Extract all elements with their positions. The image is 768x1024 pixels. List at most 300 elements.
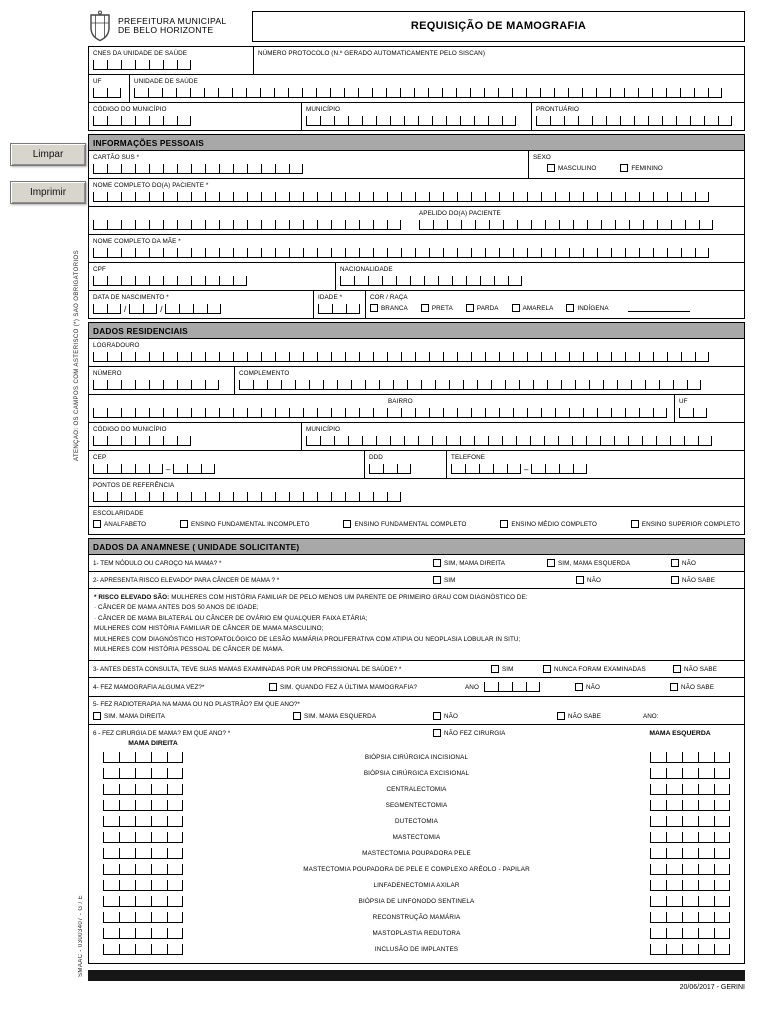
municipality-field xyxy=(301,103,531,130)
checkbox-box xyxy=(543,665,551,673)
birth-date-label: DATA DE NASCIMENTO * xyxy=(93,294,169,301)
right-breast-year-input[interactable] xyxy=(103,896,183,907)
cep-prefix-input[interactable] xyxy=(93,464,163,474)
sex-feminino-checkbox[interactable] xyxy=(620,164,663,172)
checkbox-label: PRETA xyxy=(431,304,453,312)
cpf-label: CPF xyxy=(93,266,106,273)
education-options xyxy=(93,520,740,528)
sus-card-label: CARTÃO SUS * xyxy=(93,154,140,161)
neighborhood-input[interactable] xyxy=(93,408,670,418)
surgery-row xyxy=(93,925,740,941)
checkbox-label: ANALFABETO xyxy=(104,520,147,528)
q3-nunca-examinadas-checkbox[interactable] xyxy=(543,665,673,673)
mother-name-label: NOME COMPLETO DA MÃE * xyxy=(93,238,181,245)
address-number-label: NÚMERO xyxy=(93,370,122,377)
procedure-label: BIÓPSIA DE LINFONODO SENTINELA xyxy=(358,897,475,905)
birth-month-input[interactable] xyxy=(129,304,157,314)
q5-nao-checkbox[interactable] xyxy=(433,712,557,720)
municipality-code-input[interactable] xyxy=(93,116,297,126)
surgery-row xyxy=(93,749,740,765)
nationality-label: NACIONALIDADE xyxy=(340,266,393,273)
checkbox-label: SIM, MAMA DIREITA xyxy=(444,559,506,567)
education-superior-completo-checkbox[interactable] xyxy=(631,520,740,528)
left-breast-year-input[interactable] xyxy=(650,864,730,875)
checkbox-box xyxy=(293,712,301,720)
medical-record-field xyxy=(531,103,744,130)
checkbox-box xyxy=(433,729,441,737)
address-number-input[interactable] xyxy=(93,380,230,390)
street-label: LOGRADOURO xyxy=(93,342,140,349)
left-breast-year-input[interactable] xyxy=(650,832,730,843)
patient-name-field xyxy=(89,179,744,206)
health-unit-label: UNIDADE DE SAÚDE xyxy=(134,78,198,85)
q5-sim-mama-direita-checkbox[interactable] xyxy=(93,712,293,720)
q1-sim-mama-direita-checkbox[interactable] xyxy=(433,559,547,567)
right-breast-column-header: MAMA DIREITA xyxy=(128,740,178,748)
street-field xyxy=(89,339,744,366)
question-5-block xyxy=(89,697,744,725)
question-1-row xyxy=(89,555,744,572)
checkbox-box xyxy=(433,576,441,584)
right-breast-year-input[interactable] xyxy=(103,944,183,955)
age-label: IDADE * xyxy=(318,294,343,301)
checkbox-box xyxy=(671,559,679,567)
checkbox-box xyxy=(370,304,378,312)
unit-uf-label: UF xyxy=(93,78,102,85)
surgery-table xyxy=(93,749,740,957)
print-button[interactable]: Imprimir xyxy=(10,181,86,204)
checkbox-label: INDÍGENA xyxy=(577,304,609,312)
surgery-row xyxy=(93,845,740,861)
question-6-block xyxy=(89,725,744,963)
res-municipality-code-input[interactable] xyxy=(93,436,297,446)
date-separator: / xyxy=(124,305,127,314)
surgery-row xyxy=(93,781,740,797)
left-breast-year-input[interactable] xyxy=(650,800,730,811)
birth-race-row xyxy=(89,291,744,318)
race-branca-checkbox[interactable] xyxy=(370,304,408,312)
health-unit-name-input[interactable] xyxy=(134,88,740,98)
checkbox-label: PARDA xyxy=(476,304,499,312)
unit-identification-section xyxy=(88,46,745,131)
cep-field xyxy=(89,451,364,478)
surgery-row xyxy=(93,941,740,957)
surgery-row xyxy=(93,877,740,893)
checkbox-label: FEMININO xyxy=(631,164,663,172)
sex-field xyxy=(528,151,744,178)
risk-line: MULHERES COM HISTÓRIA PESSOAL DE CÂNCER DE MAMA. xyxy=(94,645,285,653)
race-amarela-checkbox[interactable] xyxy=(512,304,554,312)
procedure-label: DUTECTOMIA xyxy=(394,817,438,825)
checkbox-box xyxy=(433,559,441,567)
question-2-label: 2- APRESENTA RISCO ELEVADO* PARA CÂNCER DE MAMA ? * xyxy=(93,576,280,584)
right-breast-year-input[interactable] xyxy=(103,816,183,827)
patient-nickname-input[interactable] xyxy=(419,220,740,230)
question-3-label: 3- ANTES DESTA CONSULTA, TEVE SUAS MAMAS EXAMINADAS POR UM PROFISSIONAL DE SAÚDE? * xyxy=(93,665,402,673)
surgery-row xyxy=(93,829,740,845)
protocol-label: NÚMERO PROTOCOLO (N.º GERADO AUTOMATICAMENTE PELO SISCAN) xyxy=(258,50,486,57)
checkbox-label: MASCULINO xyxy=(558,164,597,172)
question-4-row xyxy=(89,678,744,697)
checkbox-box xyxy=(670,683,678,691)
anamnese-section xyxy=(88,554,745,964)
left-breast-year-input[interactable] xyxy=(650,752,730,763)
checkbox-box xyxy=(557,712,565,720)
neighborhood-row xyxy=(89,395,744,423)
checkbox-box xyxy=(575,683,583,691)
complement-input[interactable] xyxy=(239,380,740,390)
cep-suffix-input[interactable] xyxy=(173,464,215,474)
checkbox-box xyxy=(93,520,101,528)
res-municipality-row xyxy=(89,423,744,451)
question-5-label: 5- FEZ RADIOTERAPIA NA MAMA OU NO PLASTRÃO? EM QUE ANO?* xyxy=(93,701,300,709)
q4-nao-sabe-checkbox[interactable] xyxy=(670,683,740,691)
unit-uf-input[interactable] xyxy=(93,88,125,98)
right-breast-year-input[interactable] xyxy=(103,832,183,843)
q3-sim-checkbox[interactable] xyxy=(491,665,543,673)
reference-row xyxy=(89,479,744,507)
cep-phone-row xyxy=(89,451,744,479)
risk-line: · CÂNCER DE MAMA ANTES DOS 50 ANOS DE IDADE; xyxy=(94,604,259,612)
race-label: COR / RAÇA xyxy=(370,294,408,301)
checkbox-box xyxy=(93,712,101,720)
checkbox-label: NÃO FEZ CIRURGIA xyxy=(444,729,506,737)
phone-prefix-input[interactable] xyxy=(451,464,521,474)
mother-name-field xyxy=(89,235,744,262)
education-analfabeto-checkbox[interactable] xyxy=(93,520,146,528)
form-header xyxy=(88,10,745,42)
checkbox-label: ENSINO FUNDAMENTAL INCOMPLETO xyxy=(191,520,310,528)
reference-points-label: PONTOS DE REFERÊNCIA xyxy=(93,482,175,489)
address-uf-field xyxy=(674,395,744,422)
q1-sim-mama-esquerda-checkbox[interactable] xyxy=(547,559,671,567)
checkbox-box xyxy=(343,520,351,528)
residential-section-header: DADOS RESIDENCIAIS xyxy=(88,322,745,338)
health-unit-field xyxy=(129,75,744,102)
checkbox-label: NÃO xyxy=(444,712,458,720)
city-logo xyxy=(88,10,252,42)
left-breast-year-input[interactable] xyxy=(650,768,730,779)
right-breast-year-input[interactable] xyxy=(103,784,183,795)
complement-field xyxy=(234,367,744,394)
checkbox-box xyxy=(673,665,681,673)
birth-year-input[interactable] xyxy=(165,304,221,314)
form-code: SMAAC - 03003407 - G / E xyxy=(78,895,84,977)
checkbox-box xyxy=(631,520,639,528)
checkbox-label: SIM, MAMA ESQUERDA xyxy=(558,559,631,567)
complement-label: COMPLEMENTO xyxy=(239,370,290,377)
checkbox-label: AMARELA xyxy=(522,304,554,312)
checkbox-label: SIM xyxy=(502,665,514,673)
age-field xyxy=(313,291,365,318)
q5-sim-mama-esquerda-checkbox[interactable] xyxy=(293,712,433,720)
date-separator: / xyxy=(160,305,163,314)
checkbox-box xyxy=(421,304,429,312)
left-breast-year-input[interactable] xyxy=(650,816,730,827)
q2-nao-checkbox[interactable] xyxy=(576,576,671,584)
res-municipality-input[interactable] xyxy=(306,436,740,446)
right-breast-year-input[interactable] xyxy=(103,800,183,811)
ddd-field xyxy=(364,451,446,478)
procedure-label: SEGMENTECTOMIA xyxy=(385,801,448,809)
nationality-field xyxy=(335,263,527,290)
right-breast-year-input[interactable] xyxy=(103,880,183,891)
nickname-label: APELIDO DO(A) PACIENTE xyxy=(419,210,501,217)
cpf-input[interactable] xyxy=(93,276,331,286)
sus-sex-row xyxy=(89,151,744,179)
checkbox-label: NÃO SABE xyxy=(568,712,601,720)
cpf-field xyxy=(89,263,335,290)
checkbox-box xyxy=(500,520,508,528)
right-breast-year-input[interactable] xyxy=(103,912,183,923)
race-preta-checkbox[interactable] xyxy=(421,304,453,312)
neighborhood-label: BAIRRO xyxy=(388,398,413,405)
birth-day-input[interactable] xyxy=(93,304,121,314)
municipality-input[interactable] xyxy=(306,116,527,126)
medical-record-label: PRONTUÁRIO xyxy=(536,106,579,113)
municipality-code-label: CÓDIGO DO MUNICÍPIO xyxy=(93,106,167,113)
q4-ano-label: ANO xyxy=(465,684,479,692)
checkbox-box xyxy=(620,164,628,172)
checkbox-label: SIM. MAMA ESQUERDA xyxy=(304,712,377,720)
question-4-label: 4- FEZ MAMOGRAFIA ALGUMA VEZ?* xyxy=(93,683,205,691)
right-breast-year-input[interactable] xyxy=(103,848,183,859)
form-title: REQUISIÇÃO DE MAMOGRAFIA xyxy=(252,11,745,42)
org-name-line1: PREFEITURA MUNICIPAL xyxy=(118,15,227,26)
reference-points-input[interactable] xyxy=(93,492,740,502)
surgery-row xyxy=(93,909,740,925)
checkbox-box xyxy=(491,665,499,673)
risk-line: MULHERES COM DIAGNÓSTICO HISTOPATOLÓGICO DE LESÃO MAMÁRIA PROLIFERATIVA COM ATIPIA OU NEOPLASIA LOBULAR IN SITU; xyxy=(94,635,521,643)
street-input[interactable] xyxy=(93,352,740,362)
risk-line: · CÂNCER DE MAMA BILATERAL OU CÂNCER DE OVÁRIO EM QUALQUER FAIXA ETÁRIA; xyxy=(94,614,368,622)
anamnese-section-header: DADOS DA ANAMNESE ( UNIDADE SOLICITANTE) xyxy=(88,538,745,554)
mandatory-fields-note: ATENÇÃO: OS CAMPOS COM ASTERISCO (*) SÃO OBRIGATÓRIOS xyxy=(74,250,80,462)
left-breast-year-input[interactable] xyxy=(650,848,730,859)
q4-nao-checkbox[interactable] xyxy=(575,683,670,691)
high-risk-note xyxy=(89,589,744,661)
res-municipality-field xyxy=(301,423,744,450)
procedure-label: INCLUSÃO DE IMPLANTES xyxy=(374,945,459,953)
q1-nao-checkbox[interactable] xyxy=(671,559,740,567)
birth-date-input[interactable] xyxy=(93,304,309,314)
risk-intro-rest: MULHERES COM HISTÓRIA FAMILIAR DE PELO MENOS UM PARENTE DE PRIMEIRO GRAU COM DIAGNÓSTICO DE: xyxy=(171,594,528,601)
race-other-write-line[interactable] xyxy=(628,304,690,312)
q4-sim-checkbox[interactable] xyxy=(269,683,465,691)
residential-section xyxy=(88,338,745,535)
q4-year-group xyxy=(465,682,575,692)
education-medio-completo-checkbox[interactable] xyxy=(500,520,597,528)
right-breast-year-input[interactable] xyxy=(103,752,183,763)
procedure-label: MASTECTOMIA xyxy=(392,833,441,841)
right-breast-year-input[interactable] xyxy=(103,864,183,875)
street-row xyxy=(89,339,744,367)
checkbox-label: ENSINO FUNDAMENTAL COMPLETO xyxy=(354,520,467,528)
unit-row-name xyxy=(89,75,744,103)
medical-record-input[interactable] xyxy=(536,116,740,126)
mother-name-input[interactable] xyxy=(93,248,740,258)
question-2-row xyxy=(89,572,744,589)
sex-options xyxy=(533,164,740,172)
res-municipality-code-field xyxy=(89,423,301,450)
checkbox-box xyxy=(433,712,441,720)
print-registration-bar xyxy=(88,970,745,981)
last-mammography-year-input[interactable] xyxy=(484,682,540,692)
q5-ano-label: ANO: xyxy=(643,712,659,720)
risk-line: MULHERES COM HISTÓRIA FAMILIAR DE CÂNCER DE MAMA MASCULINO; xyxy=(94,625,324,633)
patient-name-label: NOME COMPLETO DO(A) PACIENTE * xyxy=(93,182,209,189)
org-name xyxy=(118,17,227,36)
sus-card-input[interactable] xyxy=(93,164,524,174)
left-breast-year-input[interactable] xyxy=(650,880,730,891)
checkbox-label: NUNCA FORAM EXAMINADAS xyxy=(554,665,646,673)
empty-cell xyxy=(527,263,744,290)
left-breast-year-input[interactable] xyxy=(650,896,730,907)
sus-card-field xyxy=(89,151,528,178)
checkbox-box xyxy=(671,576,679,584)
address-uf-input[interactable] xyxy=(679,408,740,418)
unit-uf-field xyxy=(89,75,129,102)
q3-nao-sabe-checkbox[interactable] xyxy=(673,665,740,673)
mother-name-row xyxy=(89,235,744,263)
q2-nao-sabe-checkbox[interactable] xyxy=(671,576,740,584)
checkbox-label: BRANCA xyxy=(381,304,408,312)
risk-intro-bold: * RISCO ELEVADO SÃO: xyxy=(94,594,170,601)
checkbox-label: ENSINO MÉDIO COMPLETO xyxy=(511,520,597,528)
checkbox-box xyxy=(180,520,188,528)
checkbox-label: SIM xyxy=(444,576,456,584)
address-number-field xyxy=(89,367,234,394)
checkbox-label: NÃO SABE xyxy=(682,576,715,584)
procedure-label: MASTECTOMIA POUPADORA PELE xyxy=(362,849,471,857)
clear-button[interactable]: Limpar xyxy=(10,143,86,166)
checkbox-box xyxy=(576,576,584,584)
dash-separator: – xyxy=(524,465,529,474)
sex-masculino-checkbox[interactable] xyxy=(547,164,596,172)
cnes-label: CNES DA UNIDADE DE SAÚDE xyxy=(93,50,188,57)
education-row xyxy=(89,507,744,534)
reference-points-field xyxy=(89,479,744,506)
procedure-label: BIÓPSIA CIRÚRGICA EXCISIONAL xyxy=(363,769,470,777)
unit-row-cnes xyxy=(89,47,744,75)
left-breast-year-input[interactable] xyxy=(650,784,730,795)
q2-sim-checkbox[interactable] xyxy=(433,576,576,584)
checkbox-label: SIM. QUANDO FEZ A ÚLTIMA MAMOGRAFIA? xyxy=(280,683,418,691)
surgery-row xyxy=(93,765,740,781)
surgery-row xyxy=(93,861,740,877)
right-breast-year-input[interactable] xyxy=(103,768,183,779)
personal-section xyxy=(88,150,745,319)
age-input[interactable] xyxy=(318,304,361,314)
municipality-code-field xyxy=(89,103,301,130)
patient-name-row xyxy=(89,179,744,207)
procedure-label: MASTECTOMIA POUPADORA DE PELE E COMPLEXO ARÉOLO - PAPILAR xyxy=(303,865,530,873)
cep-label: CEP xyxy=(93,454,107,461)
checkbox-box xyxy=(547,559,555,567)
q5-nao-sabe-checkbox[interactable] xyxy=(557,712,643,720)
checkbox-box xyxy=(547,164,555,172)
checkbox-box xyxy=(269,683,277,691)
mammography-requisition-form xyxy=(88,10,745,991)
question-3-row xyxy=(89,661,744,678)
education-field xyxy=(89,507,744,534)
municipality-label: MUNICÍPIO xyxy=(306,106,341,113)
procedure-label: MASTOPLASTIA REDUTORA xyxy=(372,929,461,937)
nationality-input[interactable] xyxy=(340,276,523,286)
phone-input[interactable] xyxy=(451,464,740,474)
patient-name-continuation-field xyxy=(89,207,415,234)
ddd-input[interactable] xyxy=(369,464,442,474)
checkbox-box xyxy=(566,304,574,312)
right-breast-year-input[interactable] xyxy=(103,928,183,939)
education-label: ESCOLARIDADE xyxy=(93,510,144,517)
surgery-row xyxy=(93,813,740,829)
checkbox-box xyxy=(512,304,520,312)
birth-date-field xyxy=(89,291,313,318)
checkbox-label: NÃO xyxy=(587,576,601,584)
patient-name-line2-input[interactable] xyxy=(93,220,401,230)
checkbox-label: NÃO SABE xyxy=(684,665,717,673)
procedure-label: LINFADENECTOMIA AXILAR xyxy=(373,881,460,889)
unit-row-municipality xyxy=(89,103,744,130)
footer-date-code: 20/06/2017 - GERINI xyxy=(679,984,745,992)
cpf-row xyxy=(89,263,744,291)
cnes-input[interactable] xyxy=(93,60,249,70)
race-options xyxy=(370,304,740,312)
org-name-line2: DE BELO HORIZONTE xyxy=(118,25,214,35)
checkbox-label: NÃO SABE xyxy=(681,683,714,691)
left-breast-year-input[interactable] xyxy=(650,928,730,939)
question-5-options xyxy=(93,712,740,720)
risk-intro-line xyxy=(94,593,739,603)
race-indigena-checkbox[interactable] xyxy=(566,304,608,312)
phone-label: TELEFONE xyxy=(451,454,486,461)
surgery-row xyxy=(93,797,740,813)
neighborhood-field xyxy=(89,395,674,422)
checkbox-label: ENSINO SUPERIOR COMPLETO xyxy=(641,520,740,528)
res-municipality-code-label: CÓDIGO DO MUNICÍPIO xyxy=(93,426,167,433)
cnes-field xyxy=(89,47,253,74)
nickname-row xyxy=(89,207,744,235)
personal-section-header: INFORMAÇÕES PESSOAIS xyxy=(88,134,745,150)
q6-nao-fez-cirurgia-checkbox[interactable] xyxy=(433,729,620,737)
sex-label: SEXO xyxy=(533,154,551,161)
cep-input[interactable] xyxy=(93,464,360,474)
question-1-label: 1- TEM NÓDULO OU CAROÇO NA MAMA? * xyxy=(93,559,222,567)
education-fundamental-completo-checkbox[interactable] xyxy=(343,520,466,528)
surgery-row xyxy=(93,893,740,909)
question-6-header xyxy=(93,729,740,737)
phone-suffix-input[interactable] xyxy=(531,464,587,474)
ddd-label: DDD xyxy=(369,454,383,461)
res-municipality-label: MUNICÍPIO xyxy=(306,426,341,433)
city-crest-icon xyxy=(88,10,112,42)
left-breast-year-input[interactable] xyxy=(650,912,730,923)
number-complement-row xyxy=(89,367,744,395)
checkbox-label: SIM. MAMA DIREITA xyxy=(104,712,166,720)
procedure-label: CENTRALECTOMIA xyxy=(386,785,447,793)
left-breast-year-input[interactable] xyxy=(650,944,730,955)
left-breast-column-header: MAMA ESQUERDA xyxy=(649,729,711,737)
race-field xyxy=(365,291,744,318)
race-parda-checkbox[interactable] xyxy=(466,304,499,312)
education-fundamental-incompleto-checkbox[interactable] xyxy=(180,520,310,528)
checkbox-label: NÃO xyxy=(586,683,600,691)
patient-name-input[interactable] xyxy=(93,192,740,202)
address-uf-label: UF xyxy=(679,398,688,405)
question-6-label: 6 - FEZ CIRURGIA DE MAMA? EM QUE ANO? * xyxy=(93,729,231,737)
phone-field xyxy=(446,451,744,478)
